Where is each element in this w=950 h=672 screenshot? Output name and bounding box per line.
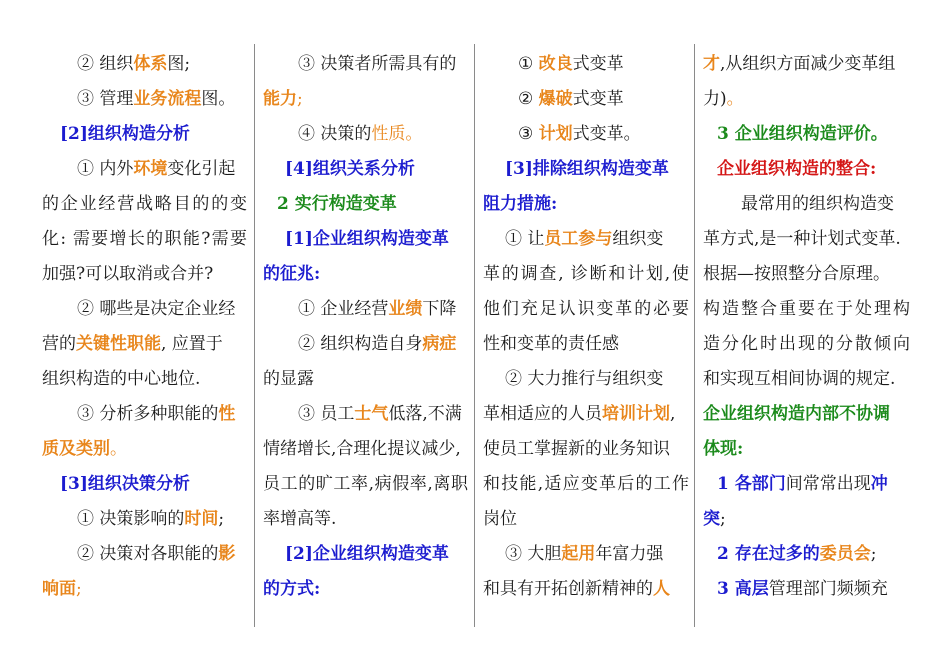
text-line: 根据—按照整分合原理。 <box>703 264 890 284</box>
text-line: 率增高等. <box>263 509 337 529</box>
text-line: 他们充足认识变革的必要 <box>483 299 689 319</box>
text-line: 岗位 <box>483 509 517 529</box>
text-line: 革的调查, 诊断和计划,使 <box>483 264 689 284</box>
section-heading: 的征兆: <box>263 264 321 284</box>
text-line: 质及类别。 <box>42 439 127 459</box>
section-heading: 体现: <box>703 439 744 459</box>
text-line: 2 存在过多的委员会; <box>717 544 877 564</box>
text-line: ② 哪些是决定企业经 <box>77 299 236 319</box>
section-heading: 阻力措施: <box>483 194 558 214</box>
text-line: ② 决策对各职能的影 <box>77 544 236 564</box>
text-line: 才,从组织方面减少变革组 <box>703 54 896 74</box>
text-line: 能力; <box>263 89 303 109</box>
text-line: 性和变革的责任感 <box>483 334 619 354</box>
text-line: 构造整合重要在于处理构 <box>703 299 910 319</box>
text-line: ① 企业经营业绩下降 <box>298 299 457 319</box>
text-line: ② 组织体系图; <box>77 54 191 74</box>
text-line: 和实现互相间协调的规定. <box>703 369 896 389</box>
column-3 <box>483 47 689 607</box>
column-divider-3 <box>694 44 695 627</box>
text-line: 突; <box>703 509 726 529</box>
text-line: 和技能,适应变革后的工作 <box>483 474 689 494</box>
text-line: 1 各部门间常常出现冲 <box>717 474 888 494</box>
text-line: ② 爆破式变革 <box>518 89 624 109</box>
text-line: ③ 管理业务流程图。 <box>77 89 236 109</box>
text-line: 情绪增长,合理化提议减少, <box>263 439 461 459</box>
section-heading: [2]企业组织构造变革 <box>285 544 449 564</box>
text-line: 的企业经营战略目的的变 <box>42 194 247 214</box>
column-divider-2 <box>474 44 475 627</box>
text-line: 造分化时出现的分散倾向 <box>703 334 910 354</box>
column-1 <box>42 47 247 607</box>
section-heading: 2 实行构造变革 <box>277 194 397 214</box>
text-line: ③ 员工士气低落,不满 <box>298 404 462 424</box>
text-line: 力)。 <box>703 89 744 109</box>
section-heading: 企业组织构造的整合: <box>717 159 877 179</box>
text-line: ① 让员工参与组织变 <box>505 229 664 249</box>
text-line: ③ 决策者所需具有的 <box>298 54 457 74</box>
text-line: ① 改良式变革 <box>518 54 624 74</box>
text-line: ③ 计划式变革。 <box>518 124 641 144</box>
text-line: 员工的旷工率,病假率,离职 <box>263 474 468 494</box>
section-heading: [2]组织构造分析 <box>60 124 190 144</box>
text-line: 组织构造的中心地位. <box>42 369 201 389</box>
text-line: 革方式,是一种计划式变革. <box>703 229 901 249</box>
text-line: 革相适应的人员培训计划, <box>483 404 676 424</box>
section-heading: 的方式: <box>263 579 321 599</box>
section-heading: [4]组织关系分析 <box>285 159 415 179</box>
text-line: 的显露 <box>263 369 314 389</box>
text-line: 3 高层管理部门频频充 <box>717 579 888 599</box>
section-heading: [1]企业组织构造变革 <box>285 229 449 249</box>
text-line: 和具有开拓创新精神的人 <box>483 579 670 599</box>
section-heading: [3]排除组织构造变革 <box>505 159 669 179</box>
text-line: ③ 大胆起用年富力强 <box>505 544 664 564</box>
text-line: 使员工掌握新的业务知识 <box>483 439 670 459</box>
text-line: ③ 分析多种职能的性 <box>77 404 236 424</box>
column-2 <box>263 47 468 607</box>
section-heading: 企业组织构造内部不协调 <box>703 404 890 424</box>
text-line: ② 大力推行与组织变 <box>505 369 664 389</box>
section-heading: 3 企业组织构造评价。 <box>717 124 888 144</box>
text-line: 加强?可以取消或合并? <box>42 264 214 284</box>
section-heading: [3]组织决策分析 <box>60 474 190 494</box>
text-line: 响面; <box>42 579 82 599</box>
column-4 <box>703 47 910 607</box>
text-line: ④ 决策的性质。 <box>298 124 423 144</box>
text-line: ① 决策影响的时间; <box>77 509 225 529</box>
text-line: 化: 需要增长的职能?需要 <box>42 229 247 249</box>
text-line: 营的关键性职能, 应置于 <box>42 334 223 354</box>
column-divider-1 <box>254 44 255 627</box>
text-line: 最常用的组织构造变 <box>741 194 894 214</box>
text-line: ① 内外环境变化引起 <box>77 159 236 179</box>
text-line: ② 组织构造自身病症 <box>298 334 457 354</box>
